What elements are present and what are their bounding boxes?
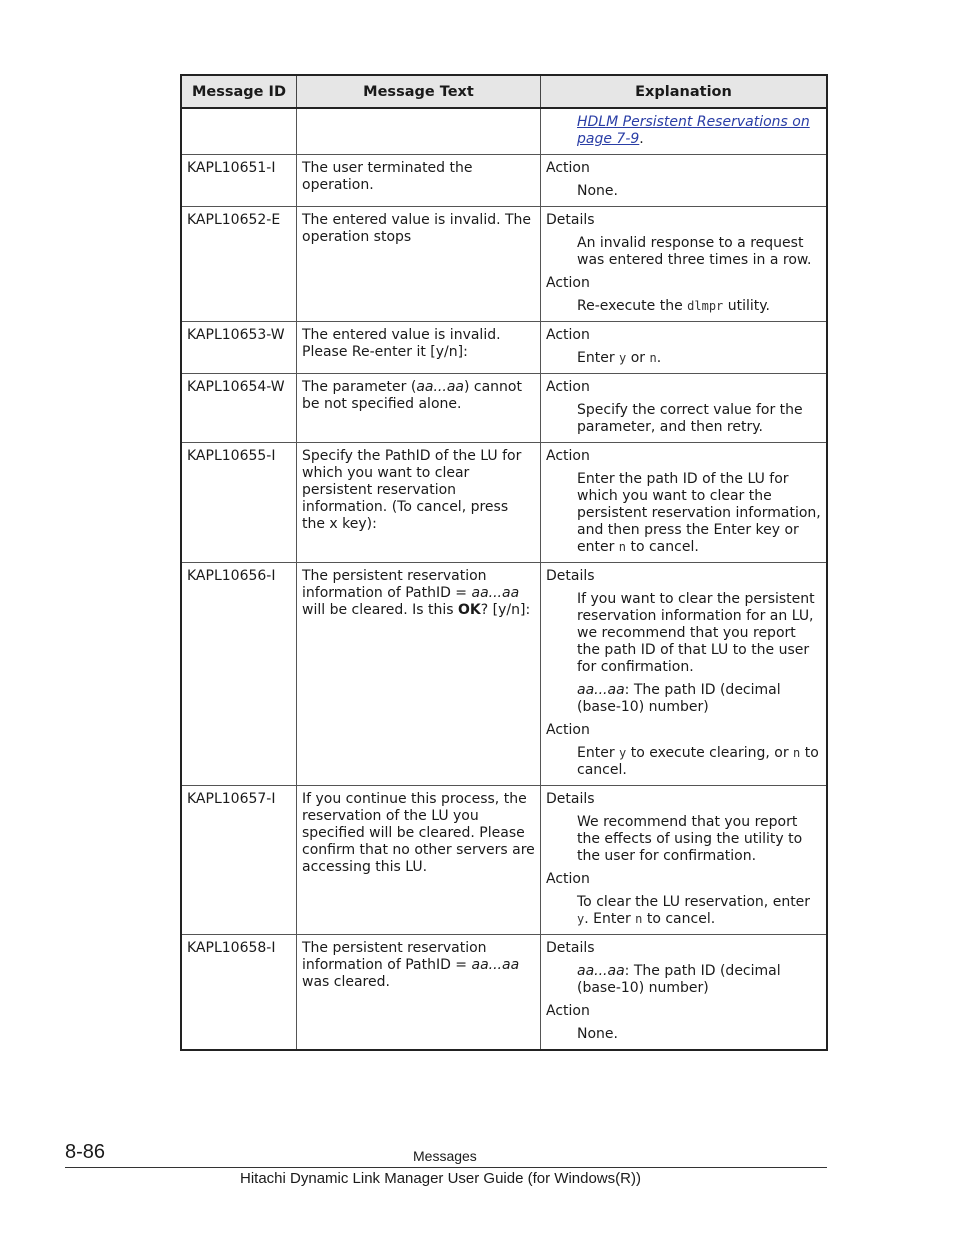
action-label: Action — [546, 1003, 590, 1019]
explanation — [541, 322, 828, 374]
table-row — [181, 155, 827, 207]
message-id: KAPL10655-I — [181, 443, 297, 563]
action-text: Enter y to execute clearing, or n to cancel. — [577, 745, 819, 778]
variable-text: aa...aa — [471, 585, 520, 601]
variable-description: aa...aa: The path ID (decimal (base-10) number) — [577, 963, 781, 996]
variable-description: aa...aa: The path ID (decimal (base-10) number) — [577, 682, 781, 715]
action-text: None. — [577, 183, 618, 199]
header-explanation: Explanation — [541, 75, 828, 108]
action-label: Action — [546, 722, 590, 738]
message-id: KAPL10653-W — [181, 322, 297, 374]
details-text: If you want to clear the persistent reservation information for an LU, we recommend that you report the path ID of that LU to the user for confirmation. — [577, 591, 815, 675]
message-text: The user terminated the operation. — [297, 155, 541, 207]
variable-text: aa...aa — [471, 957, 520, 973]
cell-explanation — [541, 108, 828, 155]
footer-book-title: Hitachi Dynamic Link Manager User Guide (for Windows(R)) — [240, 1170, 641, 1187]
code-n: n — [793, 746, 801, 760]
details-label: Details — [546, 940, 595, 956]
header-message-text: Message Text — [297, 75, 541, 108]
action-text: Enter the path ID of the LU for which you want to clear the persistent reservation information, and then press the Enter key or enter n to cancel. — [577, 471, 821, 555]
cell-id-empty — [181, 108, 297, 155]
table-row — [181, 374, 827, 443]
table-row — [181, 443, 827, 563]
explanation — [541, 443, 828, 563]
code-n: n — [635, 912, 643, 926]
code-y: y — [619, 351, 627, 365]
table-header-row — [181, 75, 827, 108]
action-text: Re-execute the dlmpr utility. — [577, 298, 770, 314]
variable-text: aa...aa — [416, 379, 464, 395]
table-row-continuation — [181, 108, 827, 155]
message-id: KAPL10657-I — [181, 786, 297, 935]
explanation — [541, 207, 828, 322]
explanation — [541, 155, 828, 207]
table-row — [181, 786, 827, 935]
message-id: KAPL10652-E — [181, 207, 297, 322]
code-y: y — [619, 746, 627, 760]
link-trailing-period: . — [639, 131, 644, 147]
details-text: We recommend that you report the effects of using the utility to the user for confirmation. — [577, 814, 803, 864]
message-text: The parameter (aa...aa) cannot be not specified alone. — [297, 374, 541, 443]
message-text: The persistent reservation information of PathID = aa...aa will be cleared. Is this OK? [y/n]: — [297, 563, 541, 786]
explanation — [541, 563, 828, 786]
message-text: If you continue this process, the reservation of the LU you specified will be cleared. Please confirm that no other servers are accessing this LU. — [297, 786, 541, 935]
footer-section-title: Messages — [413, 1148, 477, 1164]
details-text: An invalid response to a request was entered three times in a row. — [577, 235, 812, 268]
header-message-id: Message ID — [181, 75, 297, 108]
cell-text-empty — [297, 108, 541, 155]
details-label: Details — [546, 791, 595, 807]
details-label: Details — [546, 568, 595, 584]
action-text: Specify the correct value for the parameter, and then retry. — [577, 402, 803, 435]
message-table — [180, 74, 828, 1051]
action-text: None. — [577, 1026, 618, 1042]
page-number: 8-86 — [65, 1141, 106, 1163]
action-label: Action — [546, 871, 590, 887]
table-row — [181, 935, 827, 1051]
message-text: The entered value is invalid. Please Re-enter it [y/n]: — [297, 322, 541, 374]
explanation — [541, 374, 828, 443]
action-text: To clear the LU reservation, enter y. Enter n to cancel. — [577, 894, 811, 927]
action-label: Action — [546, 275, 590, 291]
action-label: Action — [546, 327, 590, 343]
message-id: KAPL10658-I — [181, 935, 297, 1051]
code-n: n — [618, 540, 627, 554]
message-text: The entered value is invalid. The operation stops — [297, 207, 541, 322]
table-row — [181, 322, 827, 374]
explanation — [541, 786, 828, 935]
message-text: The persistent reservation information of PathID = aa...aa was cleared. — [297, 935, 541, 1051]
code-y: y — [577, 912, 585, 926]
explanation — [541, 935, 828, 1051]
action-label: Action — [546, 448, 590, 464]
details-label: Details — [546, 212, 595, 228]
bold-ok: OK — [458, 602, 481, 618]
message-text: Specify the PathID of the LU for which you want to clear persistent reservation information. (To cancel, press the x key): — [297, 443, 541, 563]
code-n: n — [649, 351, 657, 365]
action-label: Action — [546, 379, 590, 395]
code-dlmpr: dlmpr — [687, 299, 724, 313]
footer-divider — [65, 1167, 827, 1168]
message-id: KAPL10656-I — [181, 563, 297, 786]
table-row — [181, 207, 827, 322]
message-id: KAPL10654-W — [181, 374, 297, 443]
cross-reference-link[interactable]: HDLM Persistent Reservations on page 7-9 — [577, 114, 810, 147]
action-label: Action — [546, 160, 590, 176]
message-id: KAPL10651-I — [181, 155, 297, 207]
table-row — [181, 563, 827, 786]
action-text: Enter y or n. — [577, 350, 662, 366]
